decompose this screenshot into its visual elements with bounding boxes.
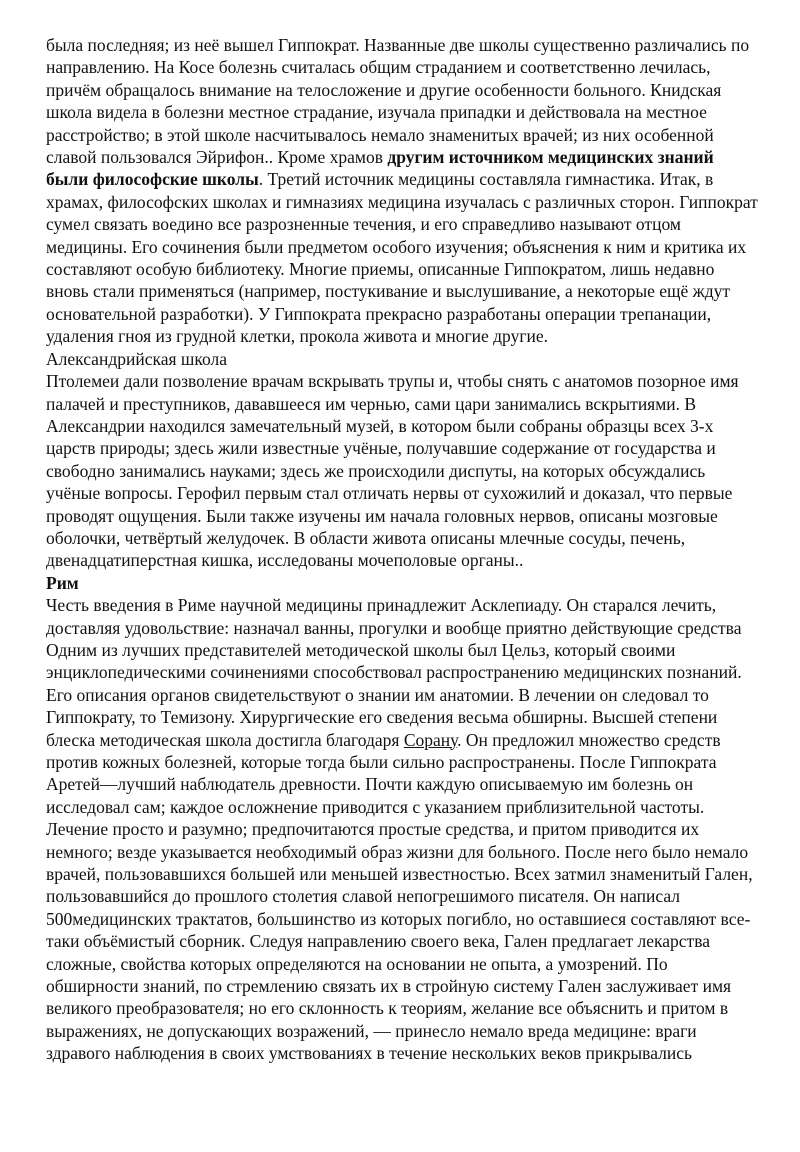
paragraph-alexandria: Птолемеи дали позволение врачам вскрывать трупы и, чтобы снять с анатомов позорное имя палачей и преступников, дававшееся им чернью, сами цари занимались вскрытиями. В Александрии находился замечательный музей, в котором были собраны образцы всех 3-х царств природы; здесь жили известные учёные, получавшие содержание от государства и свободно занимались науками; здесь же происходили диспуты, на которых обсуждались учёные вопросы. Герофил первым стал отличать нервы от сухожилий и доказал, что первые проводят ощущения. Были также изучены им начала головных нервов, описаны мозговые оболочки, четвёртый желудочек. В области живота описаны млечные сосуды, печень, двенадцатиперстная кишка, исследованы мочеполовые органы.. xyxy=(46,371,739,571)
document-page xyxy=(46,34,758,1065)
bold-phrase: другим источником медицинских знаний были философские школы xyxy=(46,147,714,190)
paragraph-rome xyxy=(46,594,758,1065)
paragraph-hippocrates xyxy=(46,34,758,348)
paragraph-text: Честь введения в Риме научной медицины принадлежит Асклепиаду. Он старался лечить, доставляя удовольствие: назначал ванны, прогулки и вообще приятно действующие средства Одним из лучших представителей методической школы был Цельз, который своими энциклопедическими сочинениями способствовал распространению медицинских познаний. Его описания органов свидетельствуют о знании им анатомии. В лечении он следовал то Гиппократу, то Темизону. Хирургические его сведения весьма обширны. Высшей степени блеска методическая школа достигла благодаря xyxy=(46,595,742,750)
paragraph-text: была последняя; из неё вышел Гиппократ. Названные две школы существенно различались по направлению. На Косе болезнь считалась общим страданием и соответственно лечилась, причём обращалось внимание на телосложение и другие особенности больного. Книдская школа видела в болезни местное страдание, изучала припадки и действовала на местное расстройство; в этой школе насчитывалось немало знаменитых врачей; из них особенной славой пользовался Эйрифон.. Кроме храмов xyxy=(46,35,750,168)
section-heading-alexandria: Александрийская школа xyxy=(46,348,228,369)
section-heading-rome: Рим xyxy=(46,572,79,593)
paragraph-text: . Третий источник медицины составляла гимнастика. Итак, в храмах, философских школах и гимназиях медицина изучалась с различных сторон. Гиппократ сумел связать воедино все разрозненные течения, и его справедливо называют отцом медицины. Его сочинения были предметом особого изучения; объяснения к ним и критика их составляют особую библиотеку. Многие приемы, описанные Гиппократом, лишь недавно вновь стали применяться (например, постукивание и выслушивание, а некоторые ещё ждут основательной разработки). У Гиппократа прекрасно разработаны операции трепанации, удаления гноя из грудной клетки, прокола живота и многие другие. xyxy=(46,169,758,347)
paragraph-text: . Он предложил множество средств против кожных болезней, которые тогда были сильно распространены. После Гиппократа Аретей—лучший наблюдатель древности. Почти каждую описываемую им болезнь он исследовал сам; каждое осложнение приводится с указанием приблизительной частоты. Лечение просто и разумно; предпочитаются простые средства, и притом приводится их немного; везде указывается необходимый образ жизни для больного. После него было немало врачей, пользовавшихся большей или меньшей известностью. Всех затмил знаменитый Гален, пользовавшийся до прошлого столетия славой непогрешимого писателя. Он написал 500медицинских трактатов, большинство из которых погибло, но оставшиеся составляют все-таки объёмистый сборник. Следуя направлению своего века, Гален предлагает лекарства сложные, свойства которых определяются на основании не опыта, а умозрений. По обширности знаний, по стремлению связать их в стройную систему Гален заслуживает имя великого преобразователя; но его склонность к теориям, желание все объяснить и притом в выражениях, не допускающих возражений, — принесло немало вреда медицине: враги здравого наблюдения в своих умствованиях в течение нескольких веков прикрывались xyxy=(46,729,753,1064)
underlined-name: Сорану xyxy=(403,729,458,750)
